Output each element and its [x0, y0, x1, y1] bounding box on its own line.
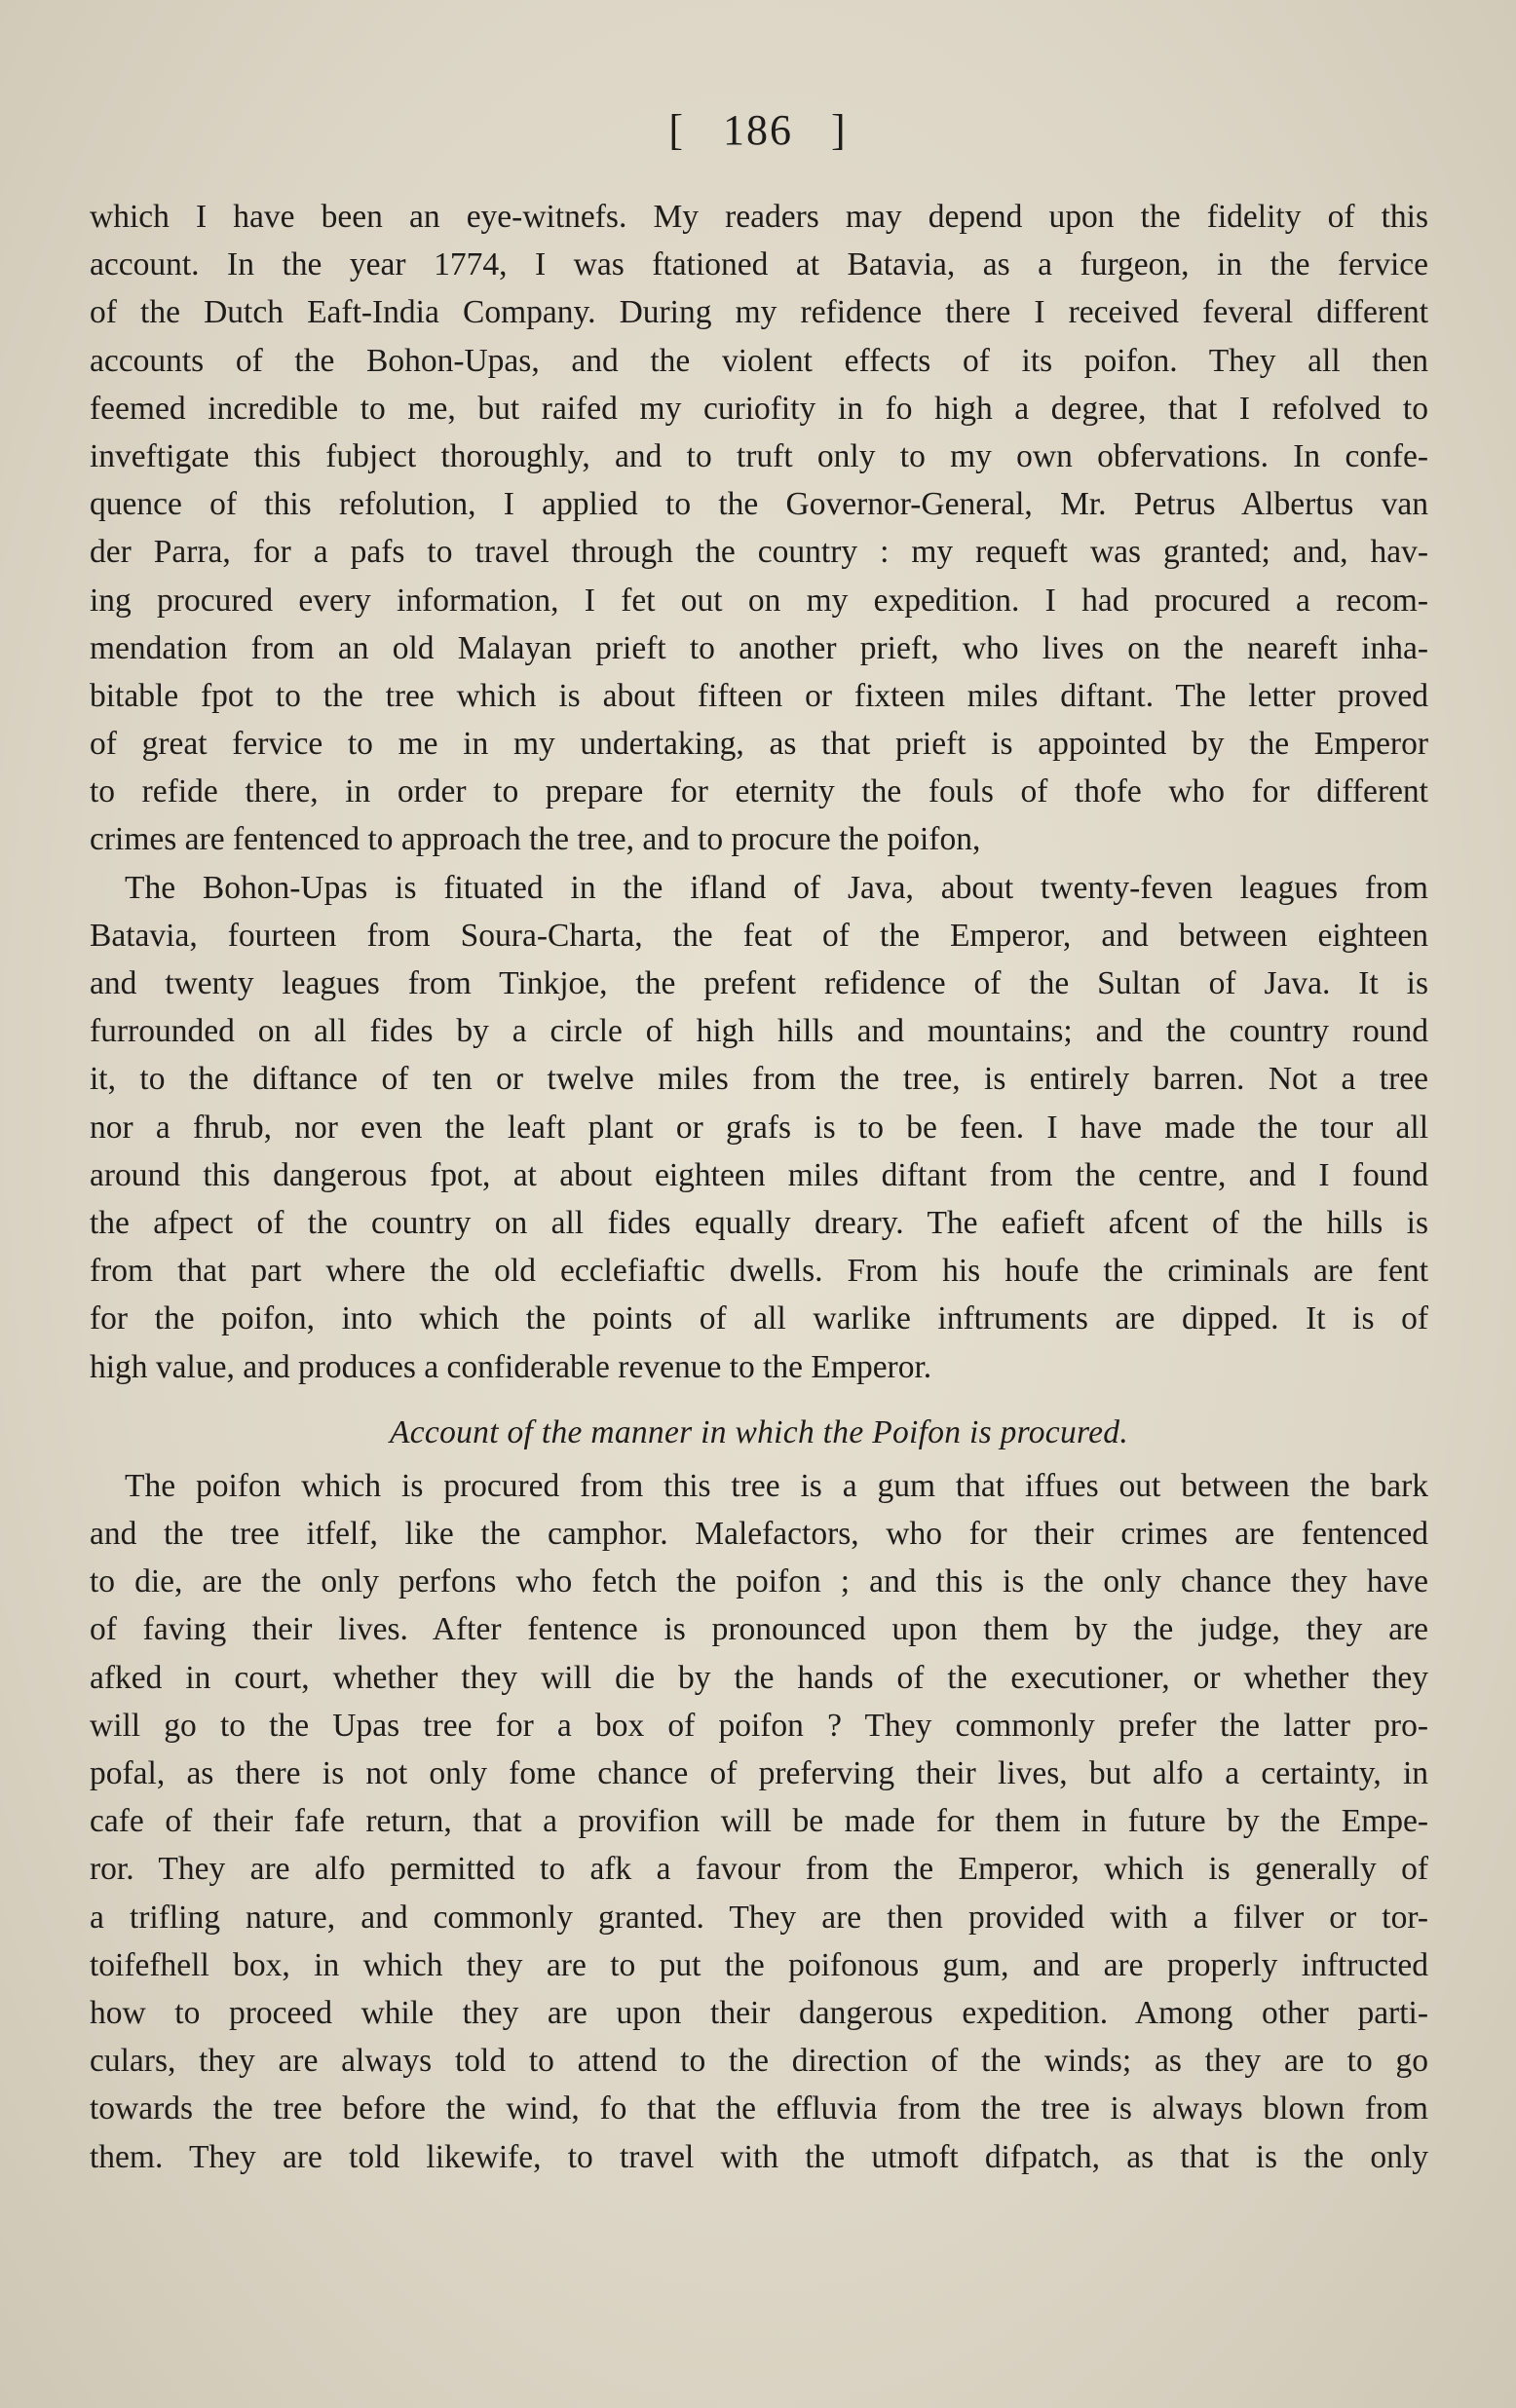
text-line: crimes are fentenced to approach the tree, and to procure the poifon,: [90, 821, 981, 858]
text-line: toifefhell box, in which they are to put the poifonous gum, and are properly inftructed: [90, 1946, 1428, 1983]
section-heading: Account of the manner in which the Poifon is procured.: [389, 1413, 1129, 1450]
text-line: for the poifon, into which the points of all warlike inftruments are dipped. It is of: [90, 1300, 1428, 1337]
text-line: how to proceed while they are upon their dangerous expedition. Among other parti-: [90, 1994, 1428, 2031]
text-line: cafe of their fafe return, that a provifion will be made for them in future by the Empe-: [90, 1803, 1428, 1840]
paragraph-1: [90, 193, 1428, 864]
text-line: high value, and produces a confiderable revenue to the Emperor.: [90, 1348, 932, 1385]
text-line: afked in court, whether they will die by the hands of the executioner, or whether they: [90, 1659, 1428, 1696]
text-line: furrounded on all fides by a circle of high hills and mountains; and the country round: [90, 1013, 1428, 1050]
paragraph-3: [90, 1462, 1428, 2181]
paragraph-2: [90, 864, 1428, 1391]
text-line: ror. They are alfo permitted to afk a favour from the Emperor, which is generally of: [90, 1851, 1428, 1888]
text-line: The Bohon-Upas is fituated in the ifland of Java, about twenty-feven leagues from: [125, 869, 1428, 906]
text-line: accounts of the Bohon-Upas, and the violent effects of its poifon. They all then: [90, 342, 1428, 379]
text-line: feemed incredible to me, but raifed my curiofity in fo high a degree, that I refolved to: [90, 390, 1428, 427]
text-line: will go to the Upas tree for a box of poifon ? They commonly prefer the latter pro-: [90, 1707, 1428, 1744]
body-text: [90, 193, 1428, 2181]
text-line: nor a fhrub, nor even the leaft plant or grafs is to be feen. I have made the tour all: [90, 1109, 1428, 1146]
text-line: mendation from an old Malayan prieft to another prieft, who lives on the neareft inha-: [90, 629, 1428, 666]
text-line: them. They are told likewife, to travel with the utmoft difpatch, as that is the only: [90, 2138, 1428, 2175]
text-line: towards the tree before the wind, fo that the effluvia from the tree is always blown from: [90, 2090, 1428, 2127]
bracket-open: [: [668, 106, 685, 154]
text-line: The poifon which is procured from this tree is a gum that iffues out between the bark: [125, 1467, 1428, 1504]
text-line: it, to the diftance of ten or twelve miles from the tree, is entirely barren. Not a tree: [90, 1061, 1428, 1098]
page-header: [0, 105, 1516, 155]
text-line: of the Dutch Eaft-India Company. During my refidence there I received feveral different: [90, 294, 1428, 331]
text-line: around this dangerous fpot, at about eighteen miles diftant from the centre, and I found: [90, 1156, 1428, 1193]
text-line: to die, are the only perfons who fetch the poifon ; and this is the only chance they have: [90, 1563, 1428, 1600]
text-line: quence of this refolution, I applied to the Governor-General, Mr. Petrus Albertus van: [90, 486, 1428, 523]
text-line: inveftigate this fubject thoroughly, and to truft only to my own obfervations. In confe-: [90, 437, 1428, 474]
text-line: of faving their lives. After fentence is pronounced upon them by the judge, they are: [90, 1611, 1428, 1648]
text-line: bitable fpot to the tree which is about fifteen or fixteen miles diftant. The letter proved: [90, 677, 1428, 714]
text-line: from that part where the old ecclefiaftic dwells. From his houfe the criminals are fent: [90, 1253, 1428, 1290]
text-line: der Parra, for a pafs to travel through the country : my requeft was granted; and, hav-: [90, 534, 1428, 571]
text-line: a trifling nature, and commonly granted. They are then provided with a filver or tor-: [90, 1899, 1428, 1936]
text-line: account. In the year 1774, I was ftationed at Batavia, as a furgeon, in the fervice: [90, 246, 1428, 283]
text-line: of great fervice to me in my undertaking, as that prieft is appointed by the Emperor: [90, 726, 1428, 763]
text-line: and the tree itfelf, like the camphor. Malefactors, who for their crimes are fentenced: [90, 1516, 1428, 1553]
text-line: the afpect of the country on all fides equally dreary. The eafieft afcent of the hills is: [90, 1204, 1428, 1241]
bracket-close: ]: [831, 106, 848, 154]
text-line: which I have been an eye-witnefs. My readers may depend upon the fidelity of this: [90, 199, 1428, 235]
page-number: 186: [723, 106, 793, 154]
text-line: culars, they are always told to attend to the direction of the winds; as they are to go: [90, 2043, 1428, 2080]
text-line: to refide there, in order to prepare for eternity the fouls of thofe who for different: [90, 773, 1428, 810]
text-line: ing procured every information, I fet out on my expedition. I had procured a recom-: [90, 582, 1428, 619]
text-line: Batavia, fourteen from Soura-Charta, the feat of the Emperor, and between eighteen: [90, 917, 1428, 954]
text-line: and twenty leagues from Tinkjoe, the prefent refidence of the Sultan of Java. It is: [90, 965, 1428, 1001]
text-line: pofal, as there is not only fome chance of preferving their lives, but alfo a certainty, in: [90, 1755, 1428, 1791]
